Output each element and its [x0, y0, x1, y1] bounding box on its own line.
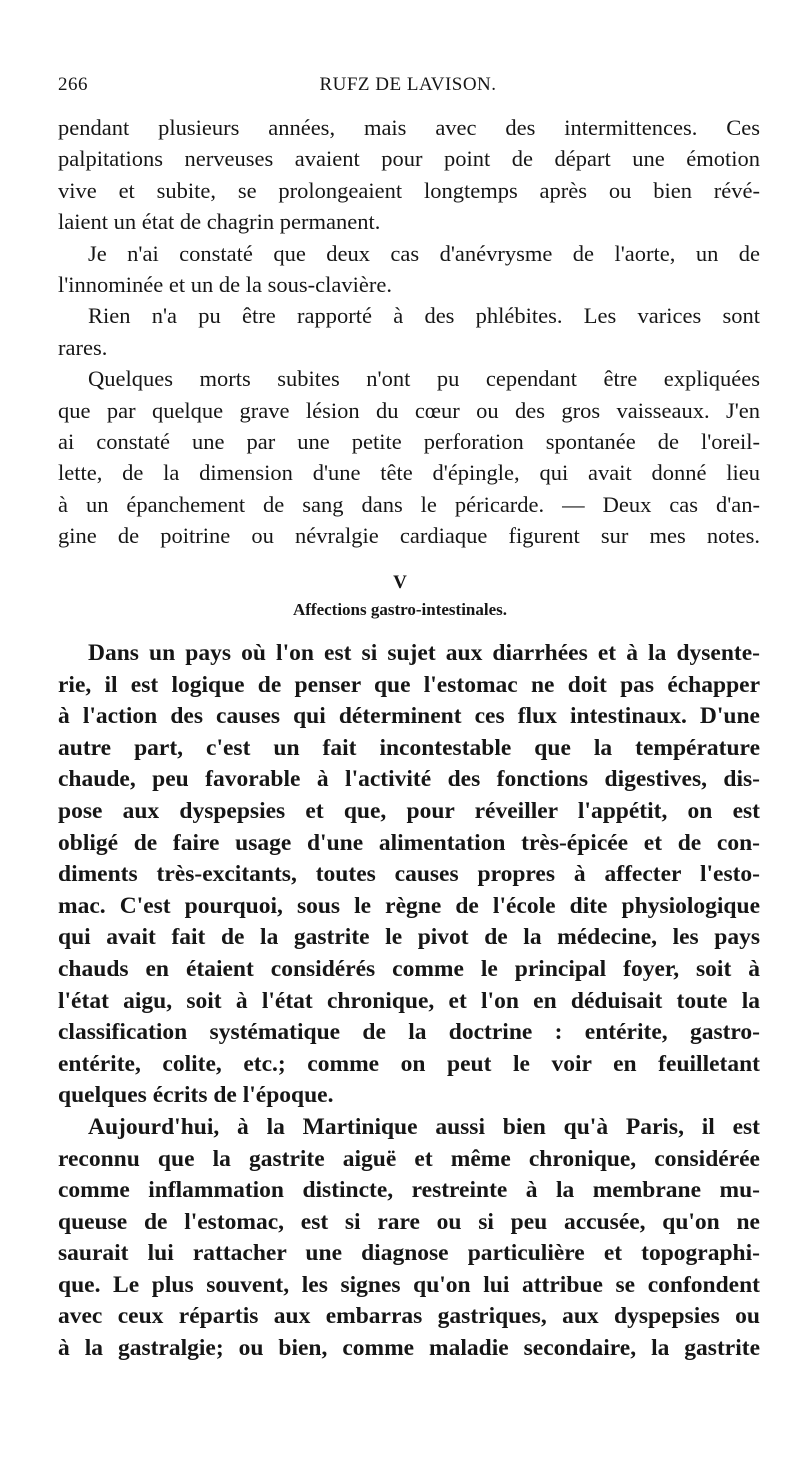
section-title: Affections gastro-intestinales.: [292, 600, 508, 619]
text-line: palpitations nerveuses avaient pour point de départ une émotion: [58, 146, 760, 172]
text-line: comme inflammation distincte, restreinte à la membrane mu-: [58, 1177, 760, 1204]
text-line: l'état aigu, soit à l'état chronique, et l'on en déduisait toute la: [58, 987, 760, 1014]
text-line: laient un état de chagrin permanent.: [58, 209, 381, 235]
text-line: à un épanchement de sang dans le péricarde. — Deux cas d'an-: [58, 491, 760, 517]
text-line: vive et subite, se prolongeaient longtemps après ou bien révé-: [58, 177, 760, 203]
text-line: chauds en étaient considérés comme le principal foyer, soit à: [58, 955, 760, 982]
text-line: l'innominée et un de la sous-clavière.: [58, 271, 392, 297]
text-line: pendant plusieurs années, mais avec des intermittences. Ces: [58, 115, 760, 140]
text-line: mac. C'est pourquoi, sous le règne de l'école dite physiologique: [58, 892, 760, 919]
text-line: Aujourd'hui, à la Martinique aussi bien qu'à Paris, il est: [88, 1113, 760, 1140]
text-line: rares.: [58, 334, 108, 360]
text-line: Je n'ai constaté que deux cas d'anévrysme de l'aorte, un de: [88, 240, 760, 266]
text-line: lette, de la dimension d'une tête d'épingle, qui avait donné lieu: [58, 460, 760, 486]
text-line: à l'action des causes qui déterminent ces flux intestinaux. D'une: [58, 703, 760, 730]
text-line: saurait lui rattacher une diagnose particulière et topographi-: [58, 1240, 760, 1267]
text-line: diments très-excitants, toutes causes propres à affecter l'esto-: [58, 861, 760, 888]
text-line: chaude, peu favorable à l'activité des fonctions digestives, dis-: [58, 766, 760, 793]
running-title: RUFZ DE LAVISON.: [319, 74, 497, 95]
text-line: obligé de faire usage d'une alimentation très-épicée et de con-: [58, 829, 760, 856]
text-line: autre part, c'est un fait incontestable que la température: [58, 734, 760, 761]
text-line: avec ceux répartis aux embarras gastriques, aux dyspepsies ou: [58, 1303, 760, 1330]
text-line: entérite, colite, etc.; comme on peut le voir en feuilletant: [58, 1050, 760, 1077]
text-line: rie, il est logique de penser que l'estomac ne doit pas échapper: [58, 671, 760, 698]
text-line: quelques écrits de l'époque.: [58, 1082, 334, 1109]
text-line: pose aux dyspepsies et que, pour réveiller l'appétit, on est: [58, 797, 760, 824]
text-line: classification systématique de la doctrine : entérite, gastro-: [58, 1019, 760, 1046]
text-line: gine de poitrine ou névralgie cardiaque figurent sur mes notes.: [58, 523, 760, 549]
section-number: V: [393, 572, 407, 593]
page-header: [58, 74, 758, 104]
text-line: Quelques morts subites n'ont pu cependant être expliquées: [88, 366, 760, 392]
page-number: 266: [58, 74, 88, 95]
text-line: Rien n'a pu être rapporté à des phlébites. Les varices sont: [88, 303, 760, 329]
text-line: reconnu que la gastrite aiguë et même chronique, considérée: [58, 1145, 760, 1172]
text-block-gastro: [58, 638, 760, 1365]
text-line: ai constaté une par une petite perforation spontanée de l'oreil-: [58, 428, 760, 454]
text-block-cardiac: [58, 112, 760, 551]
text-line: à la gastralgie; ou bien, comme maladie secondaire, la gastrite: [58, 1335, 760, 1362]
text-line: que. Le plus souvent, les signes qu'on lui attribue se confondent: [58, 1271, 760, 1298]
text-line: Dans un pays où l'on est si sujet aux diarrhées et à la dysente-: [88, 640, 760, 666]
text-line: qui avait fait de la gastrite le pivot de la médecine, les pays: [58, 924, 760, 951]
text-line: queuse de l'estomac, est si rare ou si peu accusée, qu'on ne: [58, 1208, 760, 1235]
text-line: que par quelque grave lésion du cœur ou des gros vaisseaux. J'en: [58, 397, 760, 423]
